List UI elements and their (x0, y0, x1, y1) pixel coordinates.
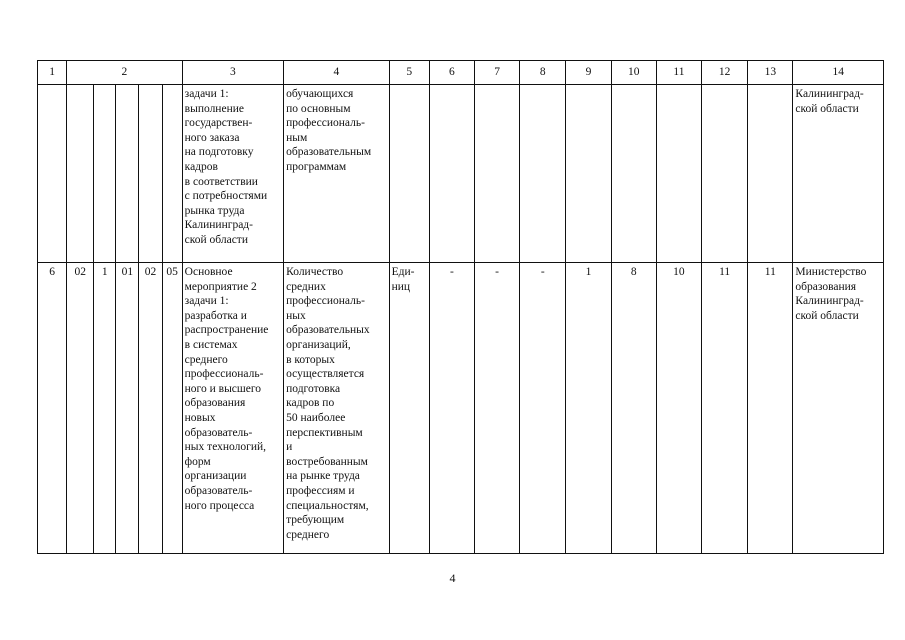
column-header: 4 (284, 61, 389, 85)
value-cell: 1 (566, 263, 611, 554)
column-header: 2 (67, 61, 183, 85)
value-cell (748, 85, 793, 263)
row-number-cell (38, 85, 67, 263)
column-header: 14 (793, 61, 884, 85)
column-header: 9 (566, 61, 611, 85)
code-cell: 01 (116, 263, 139, 554)
table-row (38, 263, 884, 554)
indicator-cell: обучающихся по основным профессиональ- ным образовательным программам (284, 85, 389, 263)
column-header: 11 (656, 61, 701, 85)
column-header: 13 (748, 61, 793, 85)
value-cell: 11 (702, 263, 748, 554)
value-cell (702, 85, 748, 263)
column-header: 12 (702, 61, 748, 85)
column-header: 1 (38, 61, 67, 85)
value-cell (566, 85, 611, 263)
value-cell: 8 (611, 263, 656, 554)
value-cell (475, 85, 520, 263)
value-cell (656, 85, 701, 263)
column-header: 8 (520, 61, 566, 85)
value-cell: - (429, 263, 474, 554)
executor-cell: Министерство образования Калининград- ской области (793, 263, 884, 554)
indicator-cell: Количество средних профессиональ- ных образовательных организаций, в которых осуществляется подготовка кадров по 50 наиболее перспективным и востребованным на рынке труда профессиям и специальностям, требующим среднего (284, 263, 389, 554)
code-cell (139, 85, 162, 263)
value-cell (520, 85, 566, 263)
event-cell: Основное мероприятие 2 задачи 1: разработка и распространение в системах среднего профессиональ- ного и высшего образования новых образователь- ных технологий, форм организации образователь- ного процесса (182, 263, 283, 554)
code-cell (116, 85, 139, 263)
code-cell: 02 (67, 263, 94, 554)
code-cell (94, 85, 116, 263)
table-header-row (38, 61, 884, 85)
plan-table (37, 60, 884, 554)
page-number: 4 (449, 571, 456, 585)
code-cell: 1 (94, 263, 116, 554)
code-cell (162, 85, 182, 263)
executor-cell: Калининград- ской области (793, 85, 884, 263)
code-cell: 05 (162, 263, 182, 554)
event-cell: задачи 1: выполнение государствен- ного заказа на подготовку кадров в соответствии с потребностями рынка труда Калининград- ской области (182, 85, 283, 263)
table-row (38, 85, 884, 263)
code-cell: 02 (139, 263, 162, 554)
column-header: 7 (475, 61, 520, 85)
row-number-cell: 6 (38, 263, 67, 554)
code-cell (67, 85, 94, 263)
value-cell: 11 (748, 263, 793, 554)
column-header: 10 (611, 61, 656, 85)
column-header: 5 (389, 61, 429, 85)
unit-cell: Еди- ниц (389, 263, 429, 554)
value-cell (429, 85, 474, 263)
column-header: 6 (429, 61, 474, 85)
column-header: 3 (182, 61, 283, 85)
value-cell: 10 (656, 263, 701, 554)
value-cell: - (475, 263, 520, 554)
value-cell (611, 85, 656, 263)
unit-cell (389, 85, 429, 263)
value-cell: - (520, 263, 566, 554)
